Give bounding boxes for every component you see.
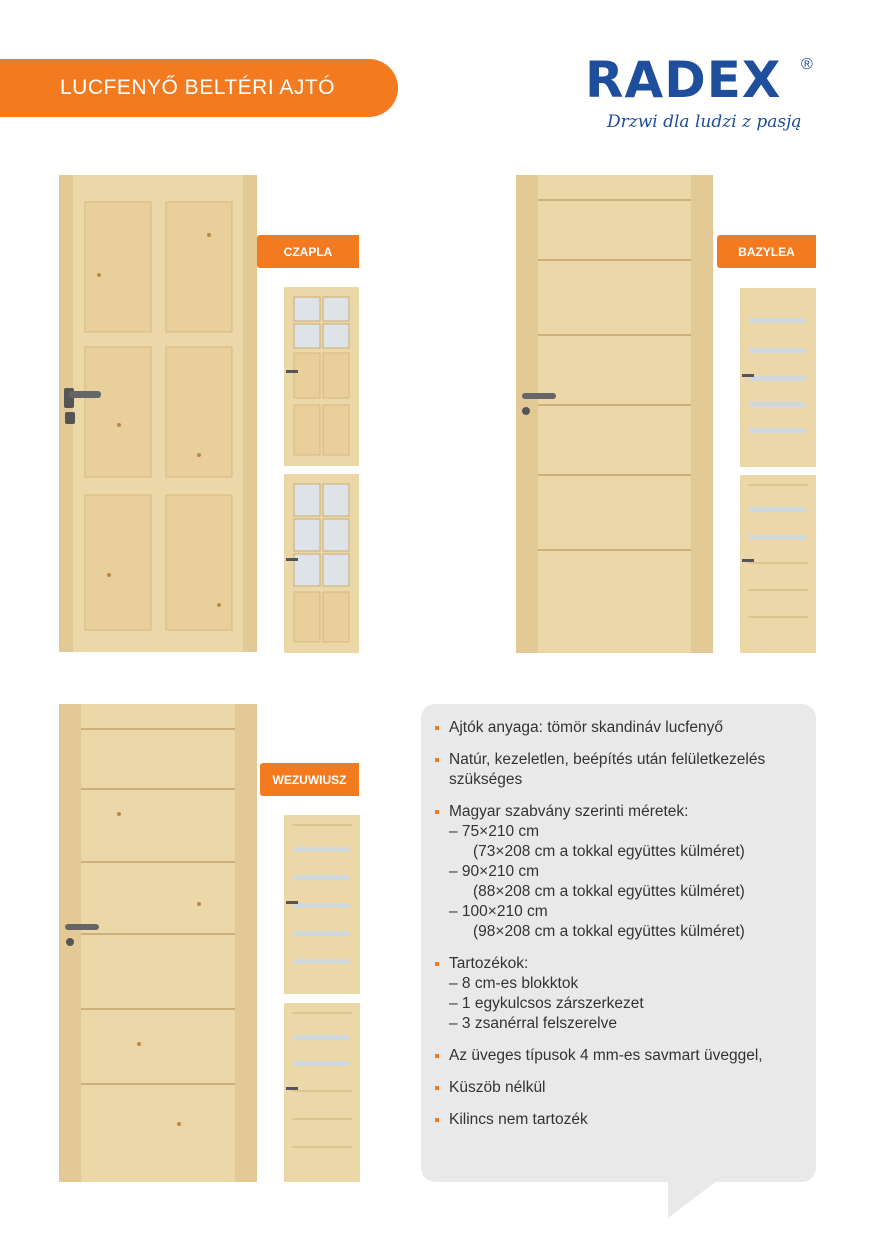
spec-accessories <box>435 954 800 1034</box>
spec-text: Tartozékok: <box>449 955 529 972</box>
door-bazylea-variant-2 <box>740 475 816 653</box>
spec-material <box>435 718 800 738</box>
spec-text: Küszöb nélkül <box>449 1079 546 1096</box>
door-label-czapla <box>257 235 359 268</box>
brand-logo <box>585 51 825 144</box>
spec-threshold <box>435 1078 800 1098</box>
door-label-bazylea <box>717 235 816 268</box>
brand-name: RADEX <box>585 51 782 109</box>
spec-finish <box>435 750 800 790</box>
door-bazylea-main <box>516 175 713 653</box>
door-wezuwiusz-variant-2 <box>284 1003 360 1182</box>
specification-box <box>421 704 816 1182</box>
spec-text: Magyar szabvány szerinti méretek: <box>449 803 689 820</box>
brand-tagline: Drzwi dla ludzi z pasją <box>607 112 802 132</box>
door-bazylea-variant-1 <box>740 288 816 467</box>
spec-text: – 100×210 cm <box>449 903 548 920</box>
door-czapla-main <box>59 175 257 652</box>
door-name: WEZUWIUSZ <box>272 772 347 787</box>
spec-sizes <box>435 802 800 942</box>
spec-text: (98×208 cm a tokkal együttes külméret) <box>473 923 745 940</box>
spec-text: – 8 cm-es blokktok <box>449 975 579 992</box>
spec-text: Ajtók anyaga: tömör skandináv lucfenyő <box>449 719 723 736</box>
specification-list <box>435 718 800 1130</box>
door-wezuwiusz-variant-1 <box>284 815 360 994</box>
spec-text: (73×208 cm a tokkal együttes külméret) <box>473 843 745 860</box>
spec-text: – 90×210 cm <box>449 863 540 880</box>
door-name: CZAPLA <box>283 244 333 259</box>
spec-text: (88×208 cm a tokkal együttes külméret) <box>473 883 745 900</box>
door-name: BAZYLEA <box>738 244 795 259</box>
registered-mark: ® <box>801 56 813 73</box>
spec-text: Kilincs nem tartozék <box>449 1111 588 1128</box>
door-czapla-variant-1 <box>284 287 359 466</box>
spec-text: Natúr, kezeletlen, beépítés után felületkezelés <box>449 751 766 768</box>
spec-handle <box>435 1110 800 1130</box>
speech-bubble-tail <box>668 1180 718 1218</box>
page-title: LUCFENYŐ BELTÉRI AJTÓ <box>60 76 335 99</box>
spec-text: szükséges <box>449 771 523 788</box>
spec-text: – 75×210 cm <box>449 823 540 840</box>
door-label-wezuwiusz <box>260 763 359 796</box>
door-wezuwiusz-main <box>59 704 257 1182</box>
title-banner <box>0 59 398 117</box>
door-czapla-variant-2 <box>284 474 359 653</box>
spec-text: Az üveges típusok 4 mm-es savmart üveggel, <box>449 1047 763 1064</box>
spec-text: – 3 zsanérral felszerelve <box>449 1015 617 1032</box>
spec-glass <box>435 1046 800 1066</box>
spec-text: – 1 egykulcsos zárszerkezet <box>449 995 644 1012</box>
